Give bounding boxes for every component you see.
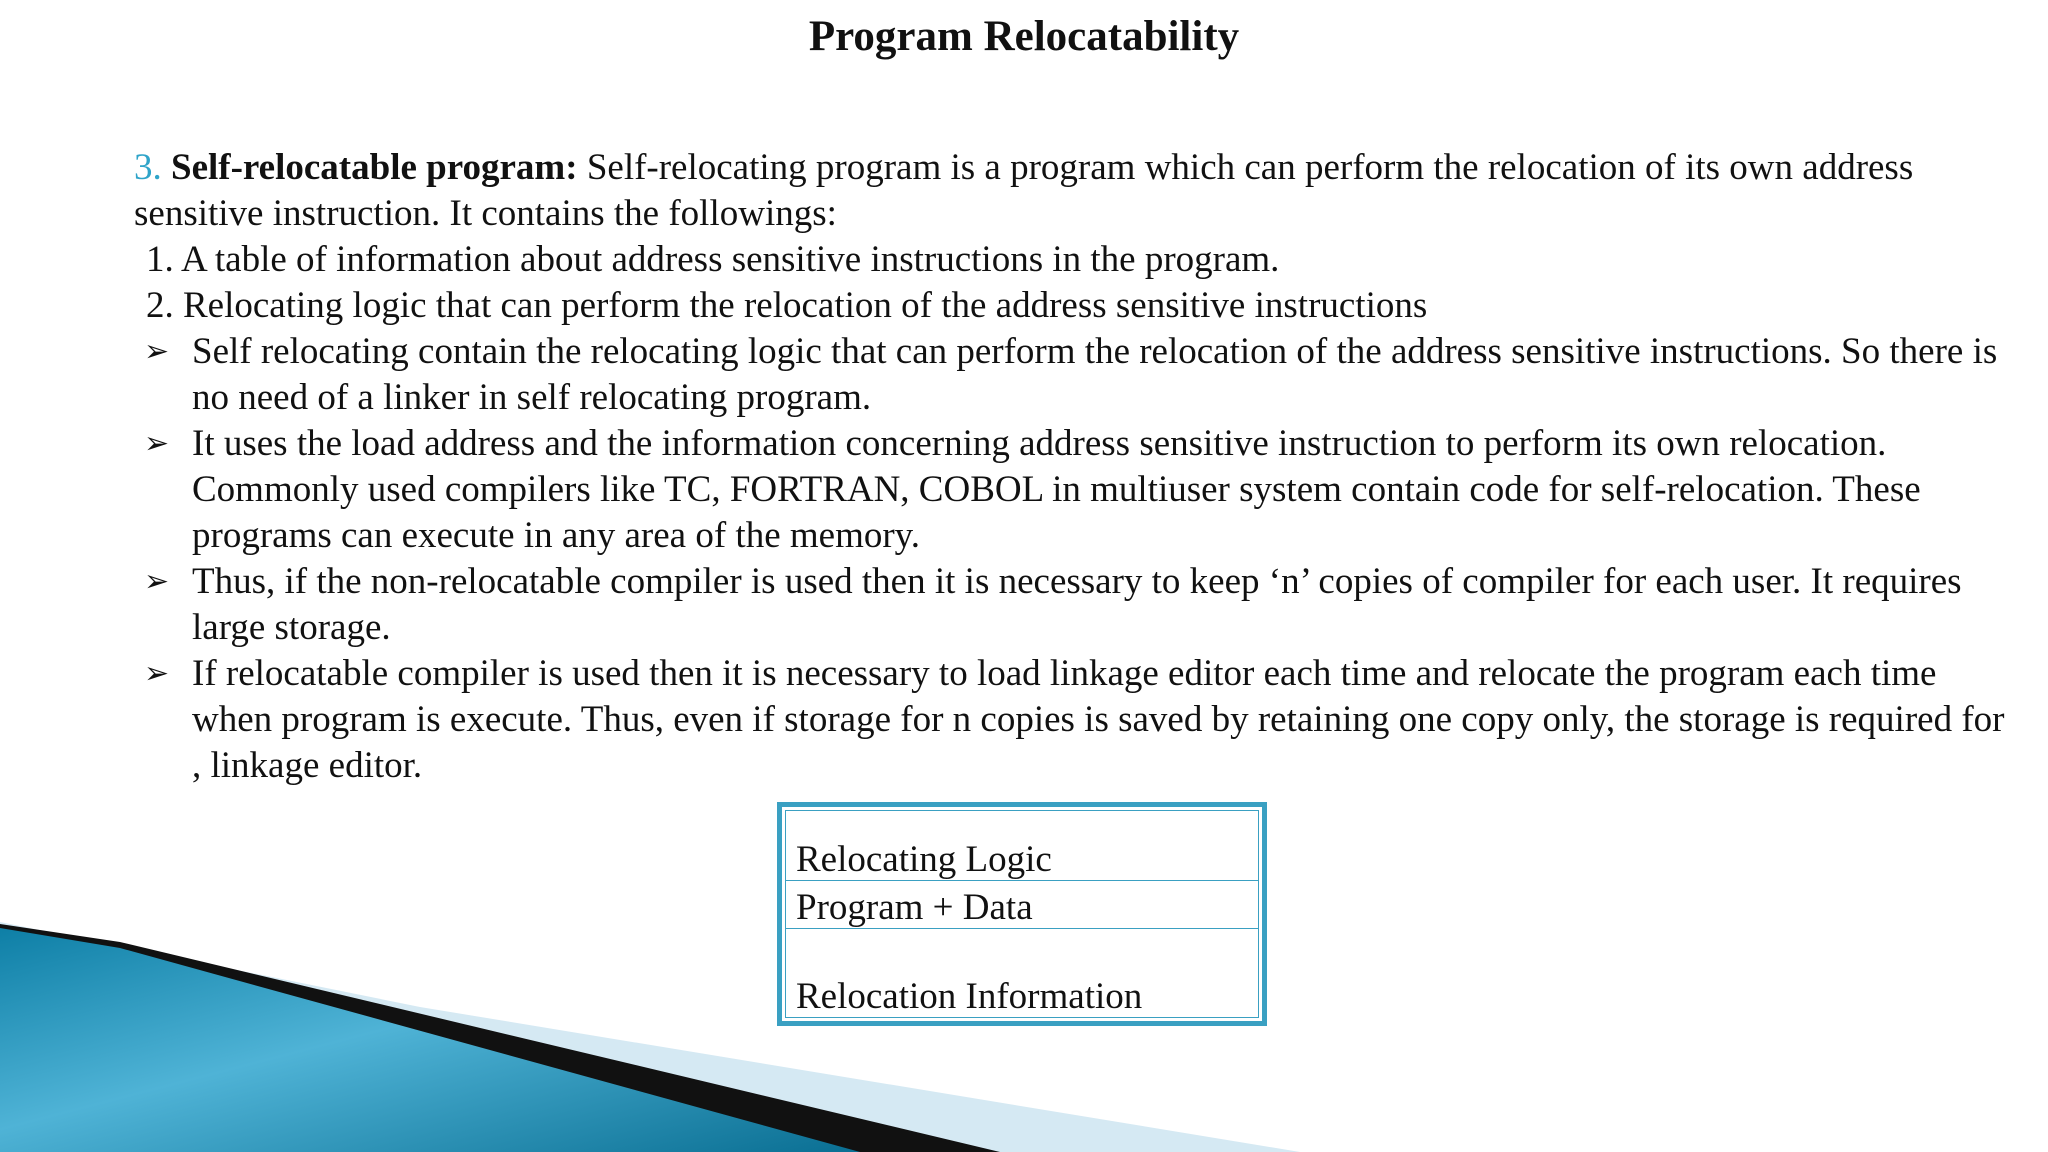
bullet-text-4: If relocatable compiler is used then it is necessary to load linkage editor each time and relocate the program each time when program is execute. Thus, even if storage for n copies is saved by retaining one copy only, the storage is required for , linkage editor.	[192, 653, 2005, 786]
wave-blue-band	[0, 928, 860, 1152]
slide-content	[134, 145, 2014, 789]
arrow-bullet-icon: ➢	[144, 426, 170, 461]
bullet-item-3	[134, 559, 2014, 651]
numbered-item-2: 2. Relocating logic that can perform the relocation of the address sensitive instructions	[146, 285, 1428, 326]
diagram-row-relocating-logic	[786, 811, 1258, 881]
diagram-row-label: Relocation Information	[796, 976, 1143, 1017]
bullet-item-1	[134, 329, 2014, 421]
arrow-bullet-icon: ➢	[144, 564, 170, 599]
bullet-text-3: Thus, if the non-relocatable compiler is used then it is necessary to keep ‘n’ copies of compiler for each user. It requires large storage.	[192, 561, 1962, 648]
bullet-text-2: It uses the load address and the information concerning address sensitive instruction to perform its own relocation. Commonly used compilers like TC, FORTRAN, COBOL in multiuser system contain code for self-relocation. These programs can execute in any area of the memory.	[192, 423, 1921, 556]
arrow-bullet-icon: ➢	[144, 334, 170, 369]
bullet-text-1: Self relocating contain the relocating logic that can perform the relocation of the address sensitive instructions. So there is no need of a linker in self relocating program.	[192, 331, 1998, 418]
numbered-item-1: 1. A table of information about address sensitive instructions in the program.	[146, 239, 1280, 280]
diagram-row-label: Program + Data	[796, 887, 1033, 928]
intro-number: 3.	[134, 147, 162, 188]
intro-paragraph	[134, 145, 2014, 237]
bullet-item-4	[134, 651, 2014, 789]
bullet-item-2	[134, 421, 2014, 559]
slide-title: Program Relocatability	[808, 13, 1240, 60]
arrow-bullet-icon: ➢	[144, 656, 170, 691]
diagram-row-label: Relocating Logic	[796, 839, 1052, 880]
intro-heading: Self-relocatable program:	[171, 147, 578, 188]
decorative-wave	[0, 922, 2048, 1152]
intro-text: Self-relocating program is a program which can perform the relocation of its own address sensitive instruction. It contains the followings:	[134, 147, 1914, 234]
